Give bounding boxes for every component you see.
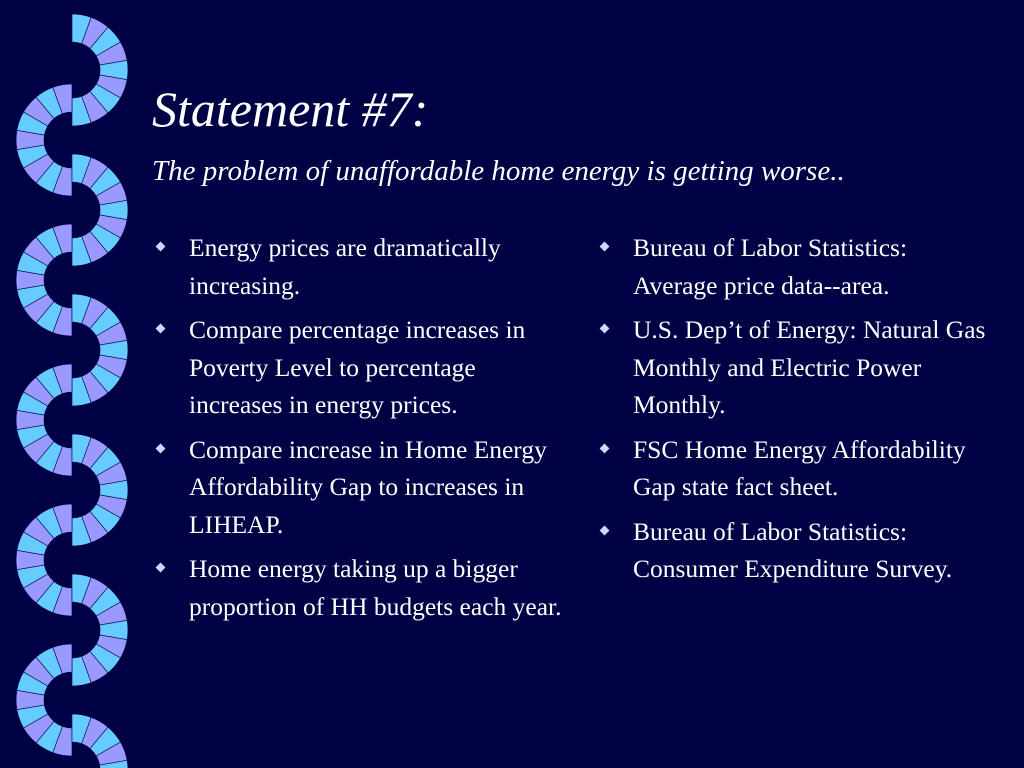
- bullet-item: [152, 550, 572, 625]
- diamond-bullet-icon: [598, 229, 612, 266]
- bullet-item: [596, 431, 996, 506]
- bullet-item: [152, 311, 572, 424]
- slide-title: Statement #7:: [152, 81, 429, 137]
- slide-subtitle: The problem of unaffordable home energy is getting worse..: [152, 155, 845, 187]
- diamond-bullet-icon: [154, 550, 168, 587]
- diamond-bullet-icon: [154, 431, 168, 468]
- bullet-text: Compare increase in Home Energy Affordability Gap to increases in LIHEAP.: [189, 434, 547, 539]
- right-bullet-column: [596, 229, 996, 595]
- bullet-text: U.S. Dep’t of Energy: Natural Gas Monthly and Electric Power Monthly.: [633, 315, 986, 419]
- bullet-item: [596, 311, 996, 424]
- bullet-text: Home energy taking up a bigger proportion of HH budgets each year.: [189, 554, 562, 621]
- bullet-item: [596, 229, 996, 304]
- bullet-item: [152, 229, 572, 304]
- diamond-bullet-icon: [154, 311, 168, 348]
- diamond-bullet-icon: [598, 513, 612, 550]
- bullet-text: FSC Home Energy Affordability Gap state fact sheet.: [633, 434, 966, 501]
- diamond-bullet-icon: [154, 229, 168, 266]
- diamond-bullet-icon: [598, 431, 612, 468]
- left-bullet-list: [152, 229, 572, 625]
- diamond-bullet-icon: [598, 311, 612, 348]
- bullet-item: [152, 431, 572, 544]
- bullet-text: Compare percentage increases in Poverty Level to percentage increases in energy prices.: [189, 315, 526, 419]
- bullet-item: [596, 513, 996, 588]
- bullet-text: Bureau of Labor Statistics: Average price data--area.: [633, 233, 908, 300]
- right-bullet-list: [596, 229, 996, 588]
- bullet-text: Bureau of Labor Statistics: Consumer Expenditure Survey.: [633, 516, 953, 583]
- bullet-text: Energy prices are dramatically increasing.: [189, 233, 501, 300]
- wave-strip-icon: [0, 0, 140, 768]
- left-bullet-column: [152, 229, 572, 632]
